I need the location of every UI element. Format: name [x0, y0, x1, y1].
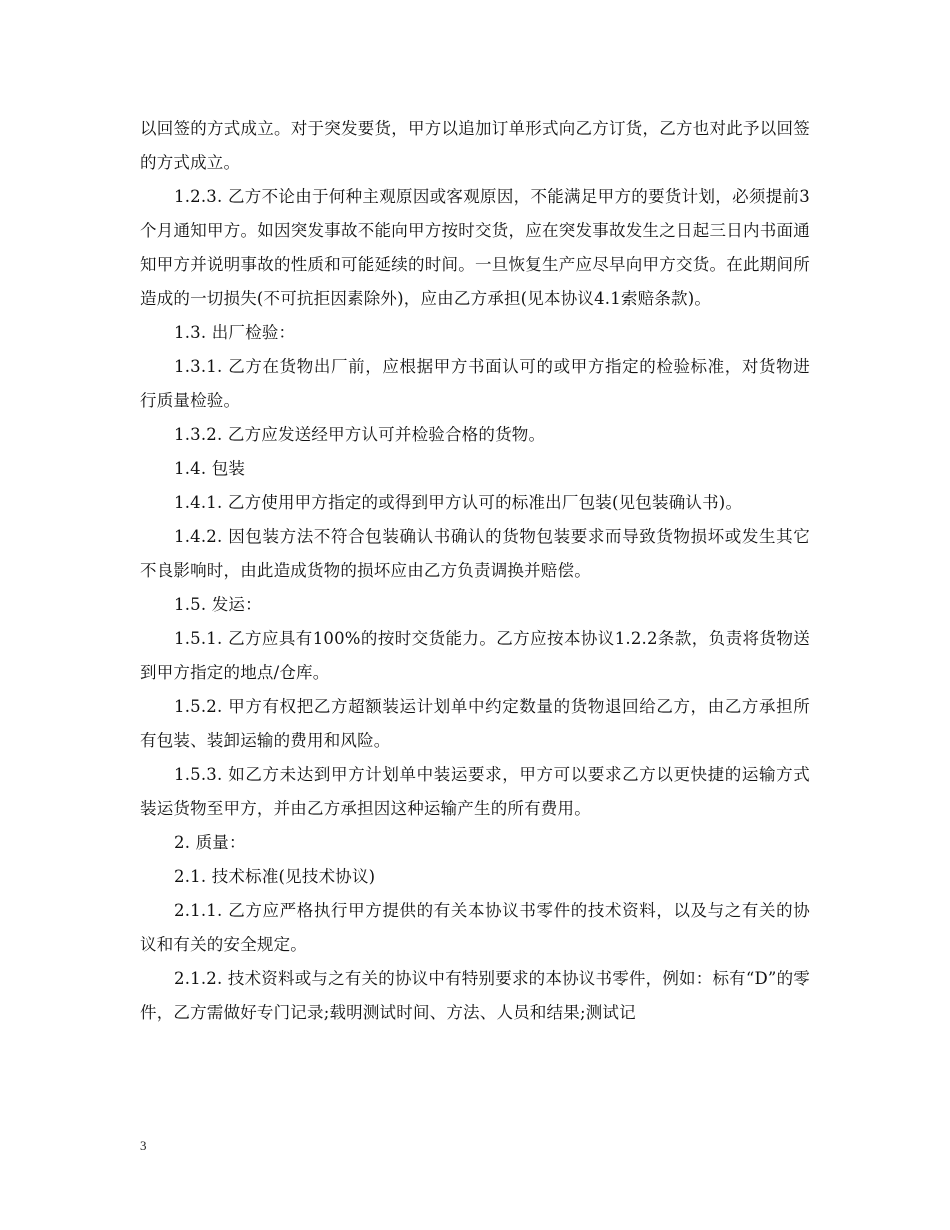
clause-1-4-1: 1.4.1. 乙方使用甲方指定的或得到甲方认可的标准出厂包装(见包装确认书)。: [174, 493, 743, 512]
clause-1-4-2: 1.4.2. 因包装方法不符合包装确认书确认的货物包装要求而导致货物损坏或发生其它不良影响时，由此造成货物的损坏应由乙方负责调换并赔偿。: [140, 527, 810, 580]
document-body: [140, 112, 810, 1030]
clause-1-5-1: 1.5.1. 乙方应具有100%的按时交货能力。乙方应按本协议1.2.2条款，负责将货物送到甲方指定的地点/仓库。: [140, 629, 810, 682]
clause-1-3-1: 1.3.1. 乙方在货物出厂前，应根据甲方书面认可的或甲方指定的检验标准，对货物进行质量检验。: [140, 357, 810, 410]
heading-2: 2. 质量：: [174, 833, 246, 852]
clause-2-1-2: 2.1.2. 技术资料或与之有关的协议中有特别要求的本协议书零件，例如：标有“D”的零件，乙方需做好专门记录;载明测试时间、方法、人员和结果;测试记: [140, 969, 810, 1022]
heading-1-5: 1.5. 发运：: [174, 595, 262, 614]
clause-1-2-3: 1.2.3. 乙方不论由于何种主观原因或客观原因，不能满足甲方的要货计划，必须提前3个月通知甲方。如因突发事故不能向甲方按时交货，应在突发事故发生之日起三日内书面通知甲方并说明事故的性质和可能延续的时间。一旦恢复生产应尽早向甲方交货。在此期间所造成的一切损失(不可抗拒因素除外)，应由乙方承担(见本协议4.1索赔条款)。: [140, 187, 810, 308]
clause-2-1-1: 2.1.1. 乙方应严格执行甲方提供的有关本协议书零件的技术资料，以及与之有关的协议和有关的安全规定。: [140, 901, 810, 954]
page-number: 3: [140, 1138, 147, 1153]
clause-1-5-2: 1.5.2. 甲方有权把乙方超额装运计划单中约定数量的货物退回给乙方，由乙方承担所有包装、装卸运输的费用和风险。: [140, 697, 810, 750]
heading-1-4: 1.4. 包装: [174, 459, 246, 478]
clause-1-3-2: 1.3.2. 乙方应发送经甲方认可并检验合格的货物。: [174, 425, 546, 444]
paragraph-continuation: 以回签的方式成立。对于突发要货，甲方以追加订单形式向乙方订货，乙方也对此予以回签的方式成立。: [140, 119, 810, 172]
heading-1-3: 1.3. 出厂检验：: [174, 323, 296, 342]
clause-1-5-3: 1.5.3. 如乙方未达到甲方计划单中装运要求，甲方可以要求乙方以更快捷的运输方式装运货物至甲方，并由乙方承担因这种运输产生的所有费用。: [140, 765, 810, 818]
heading-2-1: 2.1. 技术标准(见技术协议): [174, 867, 376, 886]
